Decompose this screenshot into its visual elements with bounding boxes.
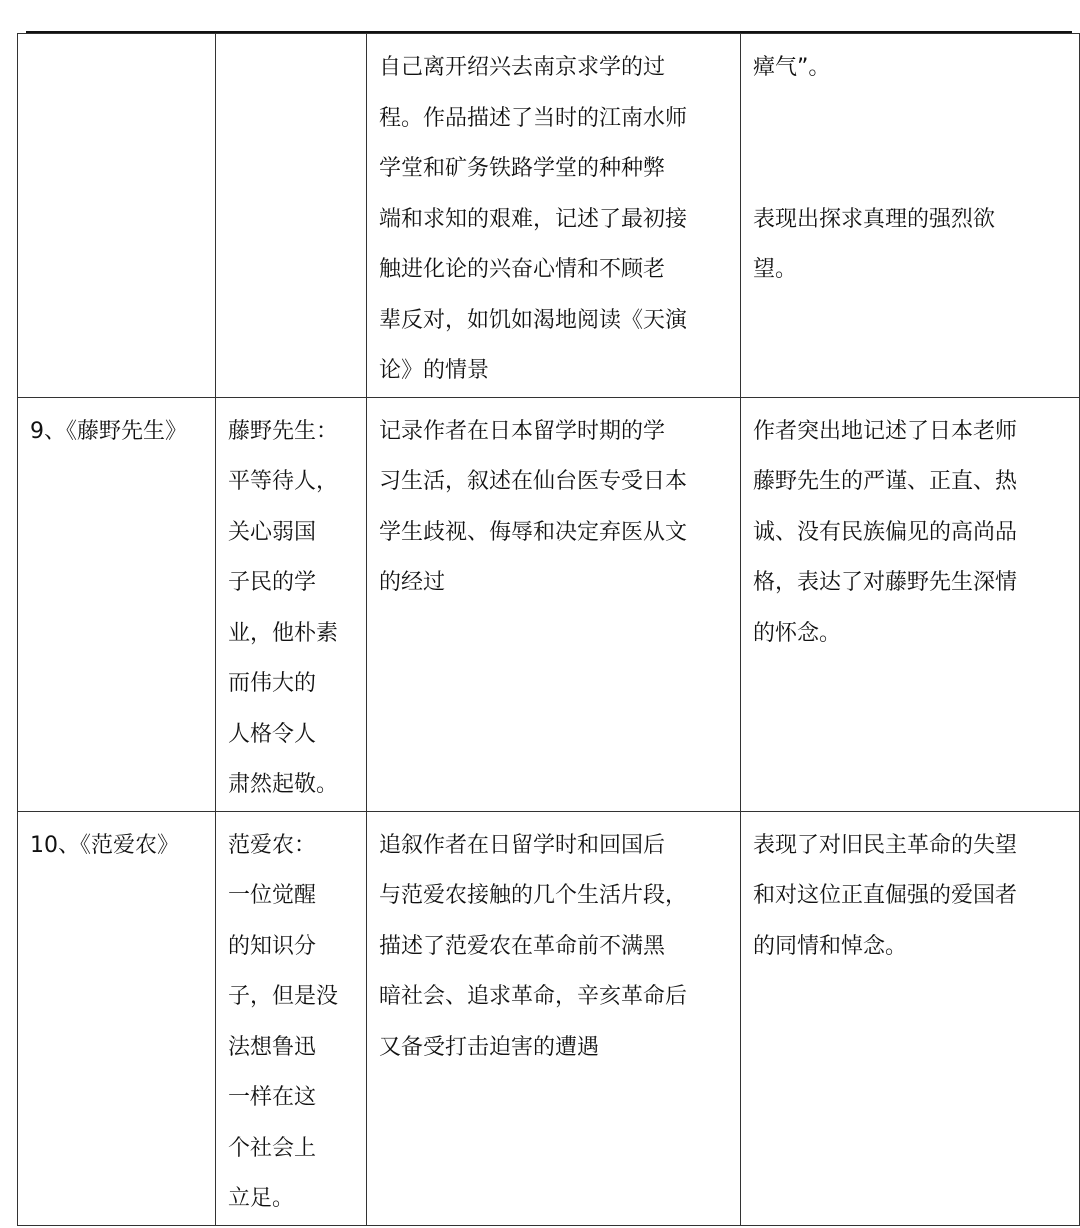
- content-line: 习生活，叙述在仙台医专受日本: [379, 469, 688, 494]
- theme-line: 和对这位正直倔强的爱国者: [753, 883, 1018, 908]
- character-line: 的知识分: [228, 933, 317, 959]
- theme-line: 诚、没有民族偏见的高尚品: [753, 519, 1018, 545]
- content-line: 论》的情景: [379, 358, 490, 383]
- content-cell: [367, 811, 741, 1225]
- character-line: 法想鲁迅: [228, 1034, 317, 1060]
- work-title: 10、《范爱农》: [30, 832, 179, 858]
- theme-line: 瘴气”。: [753, 55, 831, 80]
- content-line: 记录作者在日本留学时期的学: [379, 418, 666, 444]
- character-line: 平等待人，: [228, 469, 339, 494]
- character-line: 个社会上: [228, 1135, 317, 1161]
- content-cell: [367, 34, 741, 398]
- works-summary-table: [17, 33, 1080, 1226]
- theme-line: 的同情和悼念。: [753, 933, 908, 959]
- character-line: 藤野先生：: [228, 418, 339, 444]
- content-line: 又备受打击迫害的遭遇: [379, 1034, 600, 1060]
- content-line: 程。作品描述了当时的江南水师: [379, 105, 688, 131]
- table-row: [18, 811, 1080, 1225]
- blank-line: [753, 144, 1069, 195]
- content-line: 追叙作者在日留学时和回国后: [379, 832, 666, 858]
- work-title-cell: [18, 811, 216, 1225]
- character-line: 一样在这: [228, 1085, 317, 1110]
- content-line: 的经过: [379, 570, 446, 595]
- work-title-cell: [18, 397, 216, 811]
- work-title: 9、《藤野先生》: [30, 418, 187, 444]
- character-line: 肃然起敬。: [228, 772, 339, 797]
- theme-line: 表现了对旧民主革命的失望: [753, 832, 1018, 858]
- content-line: 描述了范爱农在革命前不满黑: [379, 933, 666, 959]
- content-line: 与范爱农接触的几个生活片段，: [379, 883, 688, 908]
- blank-line: [753, 94, 1069, 145]
- character-line: 一位觉醒: [228, 883, 317, 908]
- theme-line: 望。: [753, 257, 798, 282]
- content-line: 辈反对，如饥如渴地阅读《天演: [379, 307, 688, 333]
- content-line: 自己离开绍兴去南京求学的过: [379, 55, 666, 80]
- theme-line: 作者突出地记述了日本老师: [753, 418, 1018, 444]
- theme-cell: [741, 811, 1080, 1225]
- character-line: 立足。: [228, 1186, 295, 1211]
- character-line: 人格令人: [228, 721, 317, 747]
- theme-cell: [741, 397, 1080, 811]
- character-line: 而伟大的: [228, 671, 317, 696]
- table-row: [18, 397, 1080, 811]
- content-line: 学生歧视、侮辱和决定弃医从文: [379, 519, 688, 545]
- table-row: [18, 34, 1080, 398]
- theme-cell: [741, 34, 1080, 398]
- theme-line: 的怀念。: [753, 620, 842, 646]
- content-line: 端和求知的艰难，记述了最初接: [379, 206, 688, 232]
- character-line: 子民的学: [228, 570, 317, 595]
- content-line: 触进化论的兴奋心情和不顾老: [379, 257, 666, 282]
- character-line: 范爱农：: [228, 832, 317, 858]
- content-cell: [367, 397, 741, 811]
- character-line: 关心弱国: [228, 519, 317, 545]
- content-line: 暗社会、追求革命，辛亥革命后: [379, 984, 688, 1009]
- work-title-cell: [18, 34, 216, 398]
- theme-line: 藤野先生的严谨、正直、热: [753, 469, 1018, 494]
- content-line: 学堂和矿务铁路学堂的种种弊: [379, 156, 666, 181]
- character-line: 业，他朴素: [228, 620, 339, 646]
- character-cell: [216, 34, 367, 398]
- character-cell: [216, 397, 367, 811]
- character-line: 子，但是没: [228, 984, 339, 1009]
- theme-line: 格，表达了对藤野先生深情: [753, 570, 1018, 595]
- theme-line: 表现出探求真理的强烈欲: [753, 206, 996, 232]
- character-cell: [216, 811, 367, 1225]
